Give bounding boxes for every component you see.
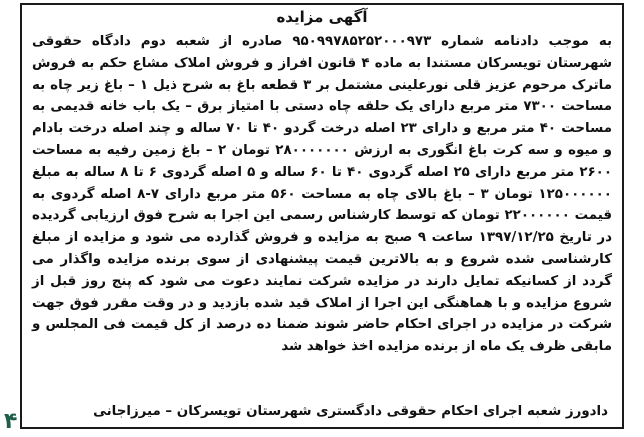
page-edge-number: ۴ [4, 409, 18, 434]
notice-signature: دادورز شعبه اجرای احکام حقوقی دادگستری شهرستان تویسرکان – میرزاجانی [93, 404, 608, 419]
notice-body: به موجب دادنامه شماره ۹۵۰۹۹۷۸۵۲۵۲۰۰۰۹۷۳ صادره از شعبه دوم دادگاه حقوقی شهرستان تویسرکان مستندا به ماده ۴ قانون افراز و فروش املاک مشاع حکم به فروش ماترک مرحوم عزیز قلی نورعلینی مشتمل بر ۳ قطعه باغ به شرح ذیل ۱ – باغ زیر چاه به مساحت ۷۳۰۰ متر مربع دارای یک حلقه چاه دستی با امتیاز برق – یک باب خانه قدیمی به مساحت ۴۰ متر مربع و دارای ۲۳ اصله درخت گردو ۴۰ تا ۷۰ ساله و چند اصله درخت بادام و میوه و سه کرت باغ انگوری به ارزش ۲۸۰۰۰۰۰۰۰ تومان ۲ – باغ زمین رفیه به مساحت ۲۶۰۰ متر مربع دارای ۲۵ اصله گردوی ۴۰ تا ۶۰ ساله و ۵ اصله گردوی ۶ تا ۸ ساله به مبلغ ۱۲۵۰۰۰۰۰۰ تومان ۳ – باغ بالای چاه به مساحت ۵۶۰ متر مربع دارای ۷-۸ اصله گردوی به قیمت ۲۲۰۰۰۰۰۰ تومان که توسط کارشناس رسمی این اجرا به شرح فوق ارزیابی گردیده در تاریخ ۱۳۹۷/۱۲/۲۵ ساعت ۹ صبح به مزایده و فروش گذارده می شود و مزایده از مبلغ کارشناسی شده شروع و به بالاترین قیمت پیشنهادی از سوی برنده مزایده واگذار می گردد از کسانیکه تمایل دارند در مزایده شرکت نمایند دعوت می شود که پنج روز قبل از شروع مزایده و با هماهنگی این اجرا از املاک قید شده بازدید و در وقت مقرر فوق جهت شرکت در مزایده در اجرای احکام حاضر شوند ضمنا ده درصد از کل قیمت فی المجلس و مابقی ظرف یک ماه از برنده مزایده اخذ خواهد شد [32, 34, 613, 355]
notice-frame [20, 3, 624, 429]
notice-title: آگهی مزایده [276, 8, 368, 26]
